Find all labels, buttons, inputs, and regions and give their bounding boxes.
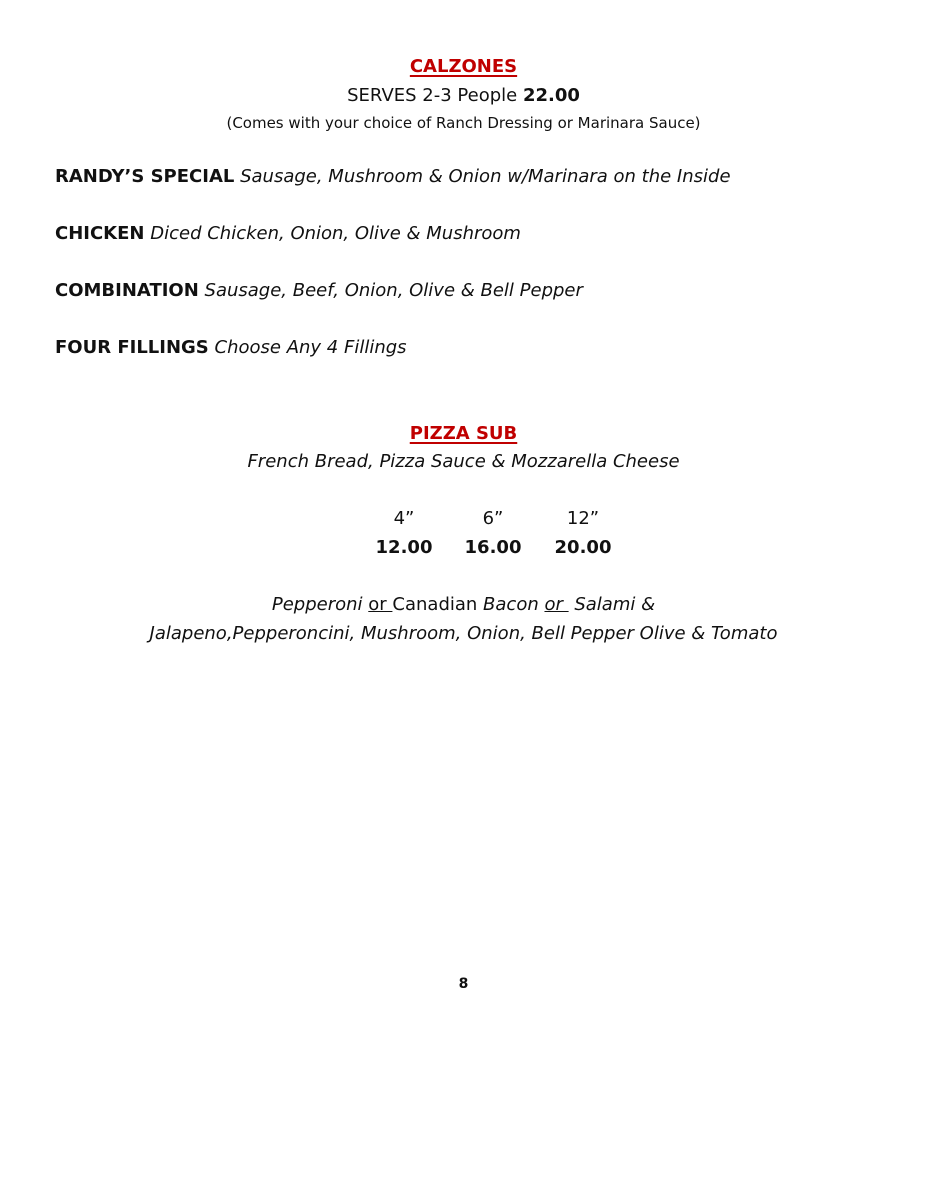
toppings-line-1 (0, 594, 927, 615)
size-price: 20.00 (554, 537, 612, 558)
pizza-sub-heading (0, 423, 927, 444)
size-price: 12.00 (375, 537, 433, 558)
size-price: 16.00 (464, 537, 522, 558)
page-number: 8 (458, 976, 469, 992)
pizza-sub-description: French Bread, Pizza Sauce & Mozzarella Cheese (247, 451, 680, 472)
size-label: 12” (566, 508, 600, 529)
toppings-line-2: Jalapeno,Pepperoncini, Mushroom, Onion, Bell Pepper Olive & Tomato (149, 623, 778, 644)
item-description: Sausage, Mushroom & Onion w/Marinara on the Inside (240, 166, 731, 187)
serves-label: SERVES 2-3 People (347, 85, 523, 106)
item-name: COMBINATION (55, 280, 199, 301)
topping-canadian: Canadian (392, 594, 478, 615)
pizza-sub-title: PIZZA SUB (409, 423, 518, 444)
calzones-heading (0, 56, 927, 77)
topping-or: or (544, 594, 569, 615)
menu-item (55, 337, 407, 358)
item-name: RANDY’S SPECIAL (55, 166, 235, 187)
item-description: Choose Any 4 Fillings (214, 337, 407, 358)
size-label: 6” (482, 508, 504, 529)
menu-item (55, 280, 583, 301)
calzones-serves (0, 85, 927, 106)
item-name: FOUR FILLINGS (55, 337, 209, 358)
menu-item (55, 223, 521, 244)
topping-pepperoni: Pepperoni (271, 594, 363, 615)
topping-salami: Salami & (568, 594, 656, 615)
item-description: Sausage, Beef, Onion, Olive & Bell Pepper (204, 280, 583, 301)
size-label: 4” (393, 508, 415, 529)
topping-or: or (368, 594, 393, 615)
item-description: Diced Chicken, Onion, Olive & Mushroom (150, 223, 521, 244)
calzones-note: (Comes with your choice of Ranch Dressing or Marinara Sauce) (226, 114, 701, 132)
calzones-title: CALZONES (409, 56, 518, 77)
calzones-price: 22.00 (522, 85, 580, 106)
topping-bacon: Bacon (477, 594, 545, 615)
item-name: CHICKEN (55, 223, 145, 244)
menu-item (55, 166, 731, 187)
